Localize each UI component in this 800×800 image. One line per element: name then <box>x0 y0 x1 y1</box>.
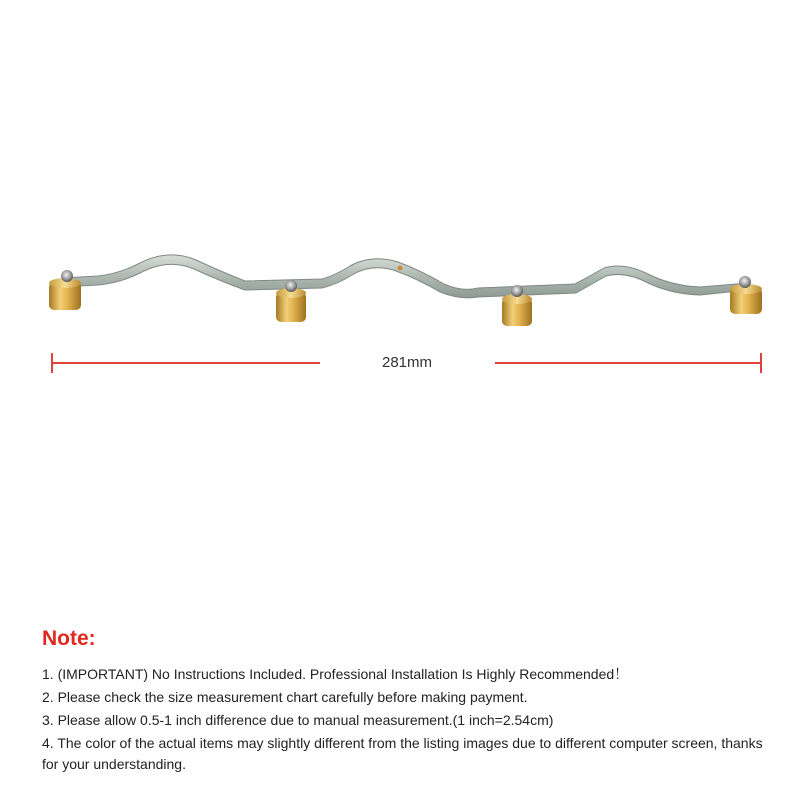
brass-standoff-1 <box>49 270 81 310</box>
brass-standoff-4 <box>730 276 762 314</box>
dimension-label: 281mm <box>381 354 433 371</box>
product-image <box>0 0 800 340</box>
note-item-4: 4. The color of the actual items may slightly different from the listing images due to different computer screen, thanks for your understanding. <box>42 735 763 772</box>
screw-icon <box>739 276 751 288</box>
bar-rivet <box>398 266 403 271</box>
metal-bar <box>62 255 748 298</box>
dimension-tick-right <box>760 353 762 373</box>
dimension-line-right <box>495 362 761 364</box>
note-title: Note: <box>42 627 96 650</box>
screw-icon <box>61 270 73 282</box>
note-item-3: 3. Please allow 0.5-1 inch difference due to manual measurement.(1 inch=2.54cm) <box>42 712 554 728</box>
screw-icon <box>285 280 297 292</box>
note-list <box>42 664 772 777</box>
note-item-2: 2. Please check the size measurement chart carefully before making payment. <box>42 689 528 705</box>
screw-icon <box>511 285 523 297</box>
dimension-line-left <box>52 362 320 364</box>
note-item-1: 1. (IMPORTANT) No Instructions Included. Professional Installation Is Highly Recommended！ <box>42 666 629 682</box>
